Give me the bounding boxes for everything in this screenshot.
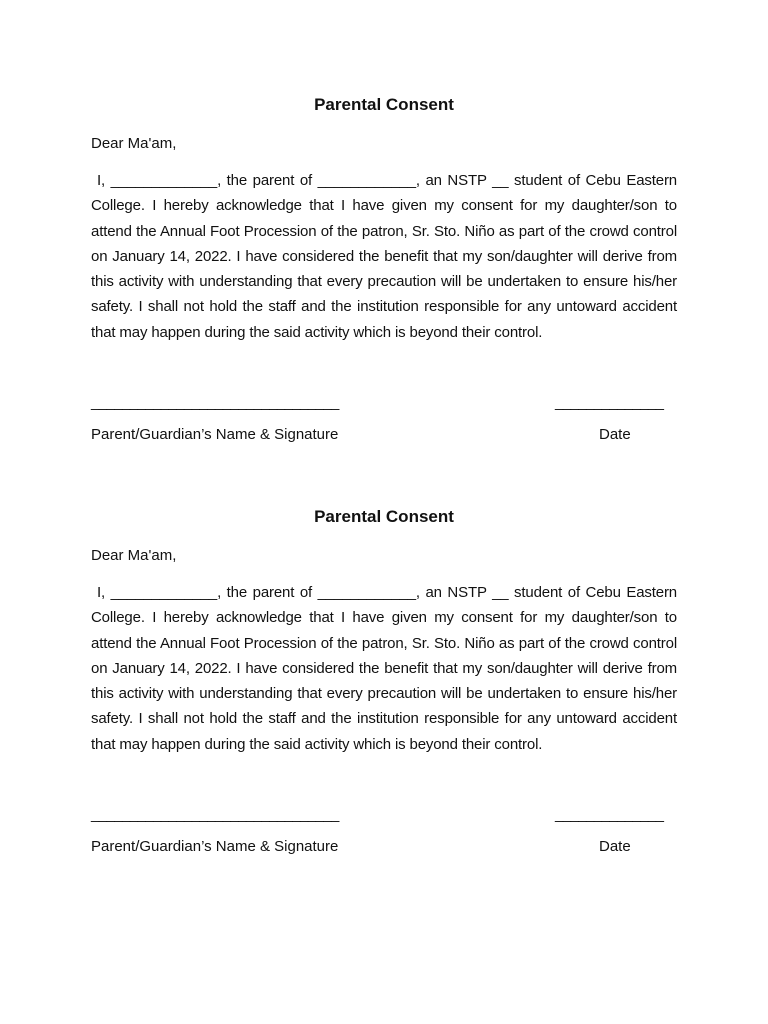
signature-label: Parent/Guardian’s Name & Signature — [91, 838, 339, 856]
salutation: Dear Ma'am, — [91, 547, 177, 564]
consent-form-2 — [91, 504, 677, 857]
form-title: Parental Consent — [314, 95, 454, 114]
signature-label: Parent/Guardian’s Name & Signature — [91, 426, 339, 444]
signature-line: ________________________________ — [91, 394, 339, 412]
consent-form-1 — [91, 92, 677, 445]
signature-line: ________________________________ — [91, 806, 339, 824]
consent-body: I, _____________, the parent of ____________, an NSTP __ student of Cebu Eastern College. I hereby acknowledge that I have given my consent for my daughter/son to attend the Annual Foot Procession of the patron, Sr. Sto. Niño as part of the crowd control on January 14, 2022. I have considered the benefit that my son/daughter will derive from this activity with understanding that every precaution will be undertaken to ensure his/her safety. I shall not hold the staff and the institution responsible for any untoward accident that may happen during the said activity which is beyond their control. — [91, 584, 677, 753]
consent-body: I, _____________, the parent of ____________, an NSTP __ student of Cebu Eastern College. I hereby acknowledge that I have given my consent for my daughter/son to attend the Annual Foot Procession of the patron, Sr. Sto. Niño as part of the crowd control on January 14, 2022. I have considered the benefit that my son/daughter will derive from this activity with understanding that every precaution will be undertaken to ensure his/her safety. I shall not hold the staff and the institution responsible for any untoward accident that may happen during the said activity which is beyond their control. — [91, 172, 677, 341]
date-label: Date — [599, 426, 631, 444]
salutation: Dear Ma'am, — [91, 135, 177, 152]
date-line: ______________ — [555, 394, 664, 412]
date-label: Date — [599, 838, 631, 856]
signature-labels — [91, 837, 677, 857]
signature-lines — [91, 805, 677, 825]
signature-lines — [91, 393, 677, 413]
form-title: Parental Consent — [314, 507, 454, 526]
signature-labels — [91, 425, 677, 445]
date-line: ______________ — [555, 806, 664, 824]
